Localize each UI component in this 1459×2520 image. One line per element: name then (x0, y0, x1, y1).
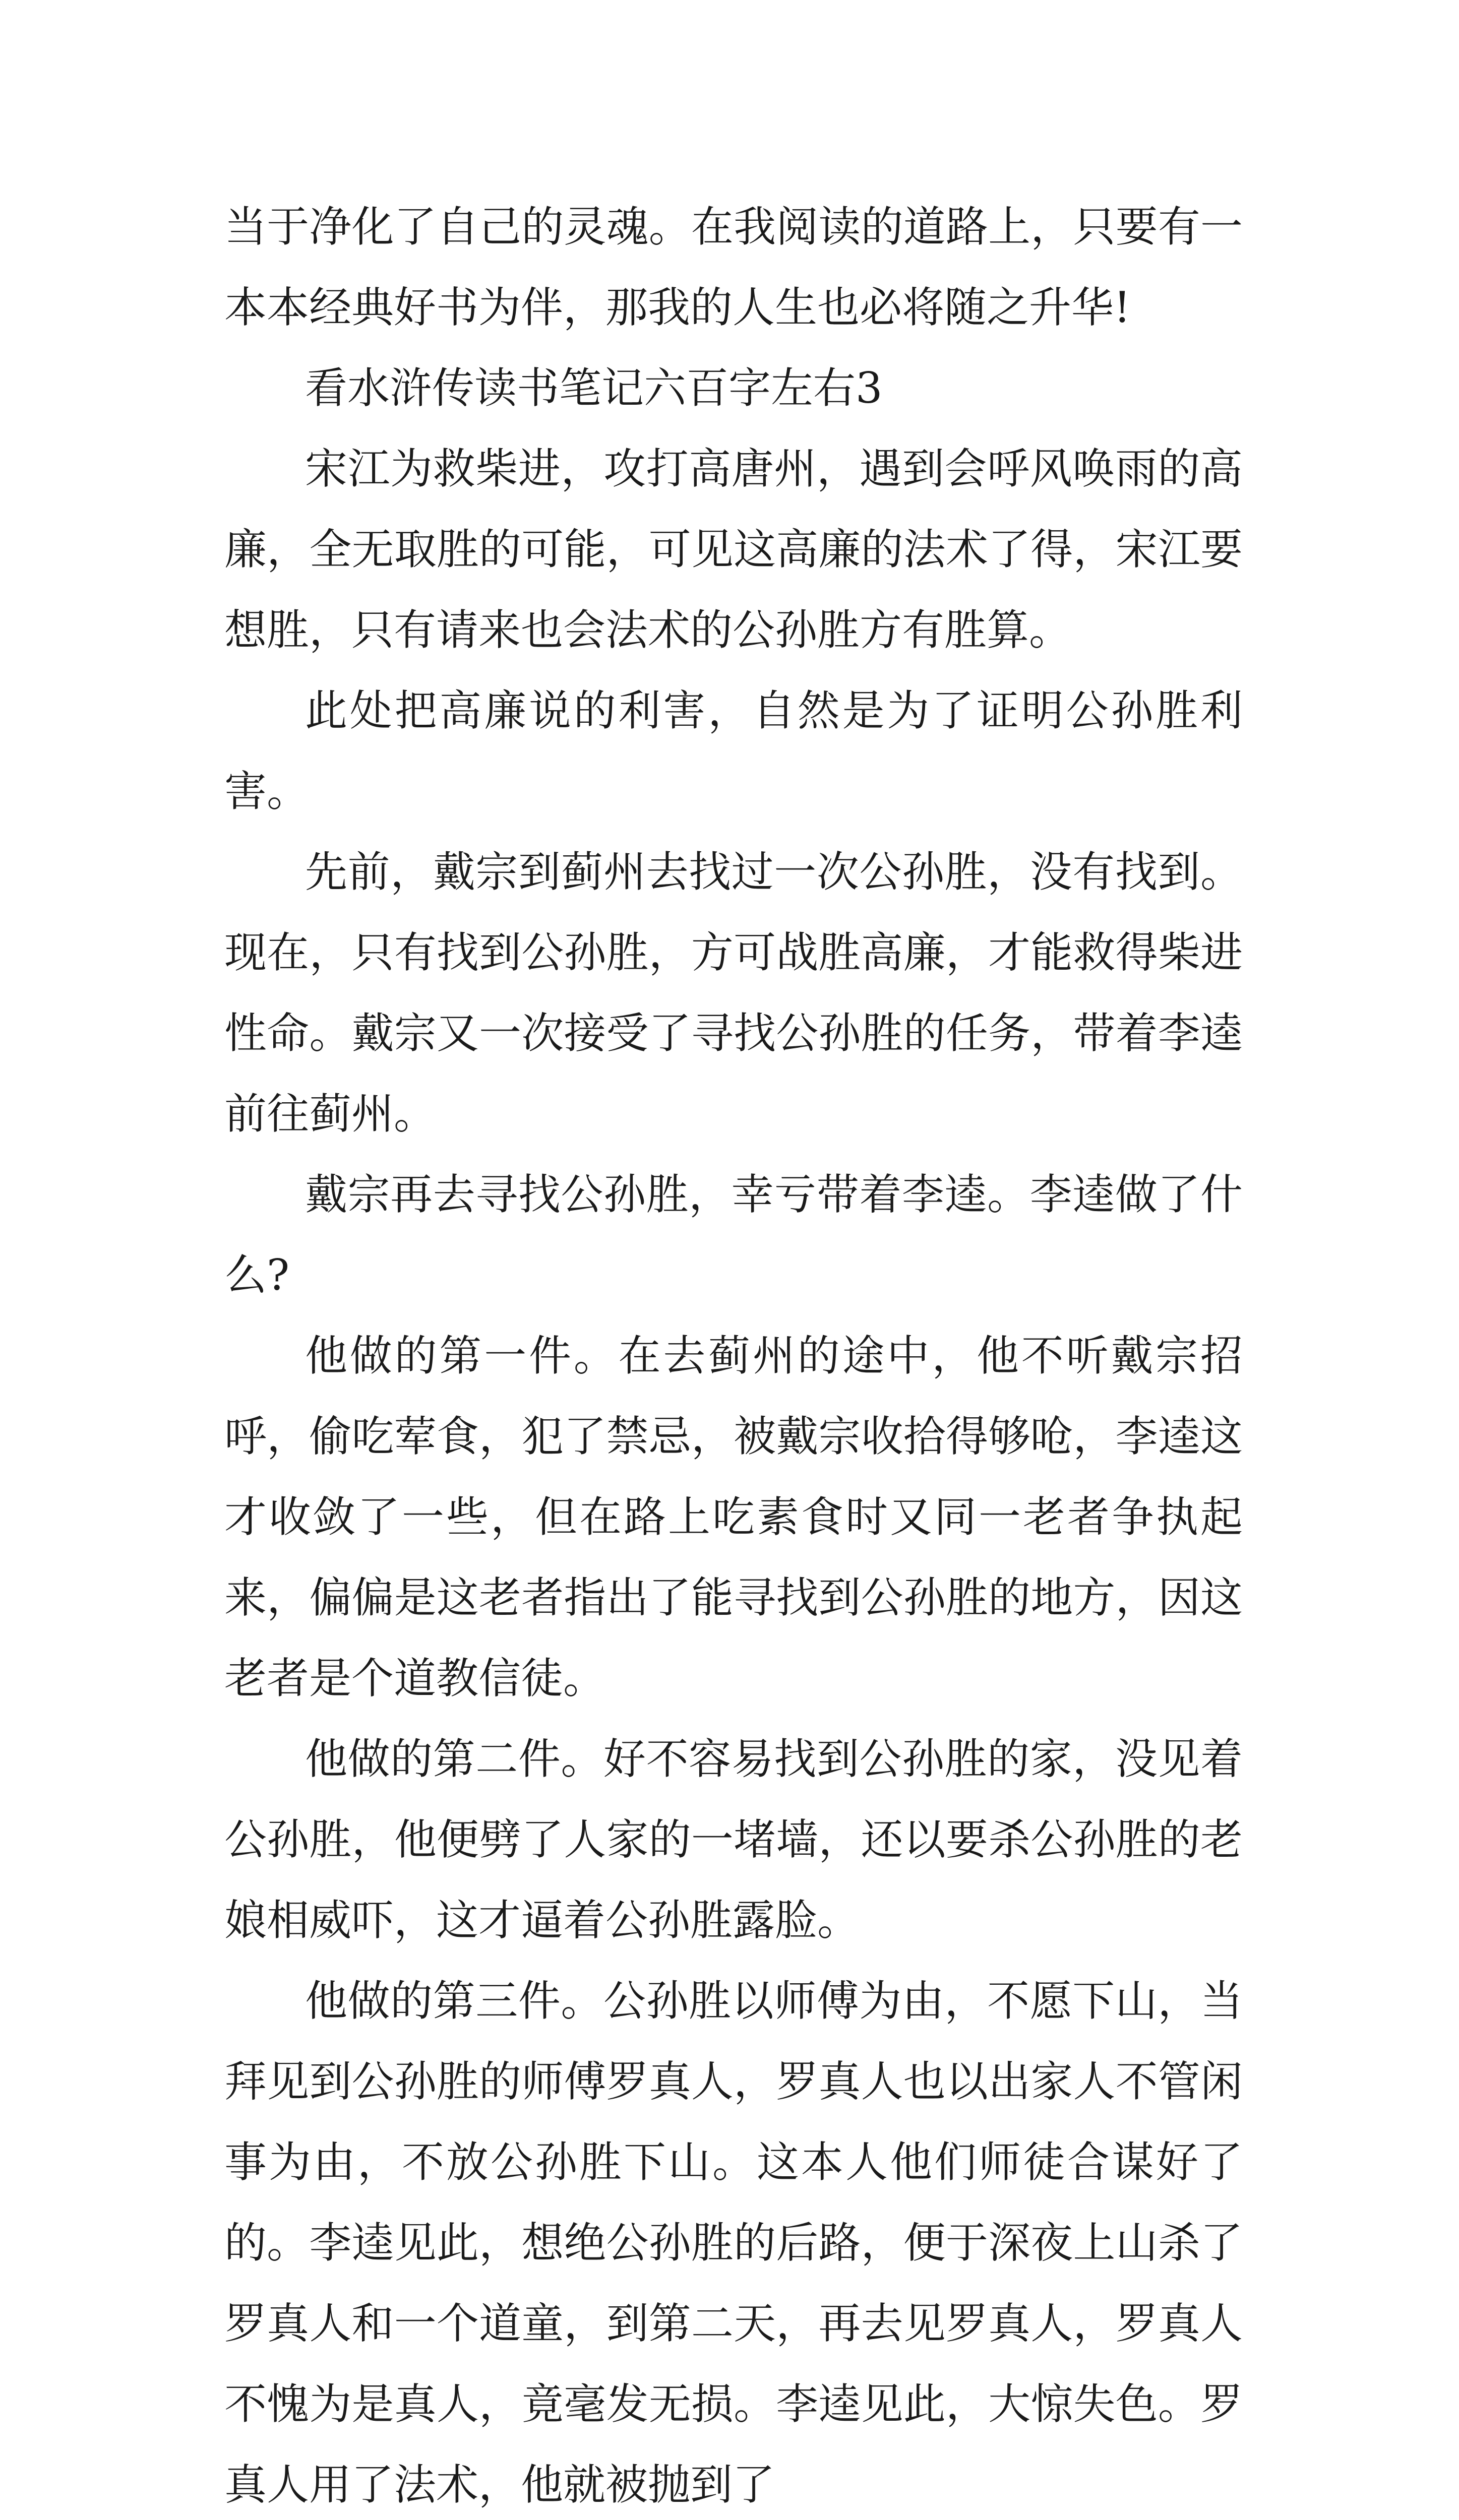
paragraph: 他做的第三件。公孙胜以师傅为由，不愿下山，当拜见到公孙胜的师傅罗真人，罗真人也以出家人不管闲事为由，不放公孙胜下山。这本人他们师徒合谋好了的。李逵见此，想绝公孙胜的后路，便于深夜上山杀了罗真人和一个道童，到第二天，再去见罗真人，罗真人不愧为是真人，竟毫发无损。李逵见此，大惊失色。罗真人用了法术，他就被抛到了 (224, 1976, 1243, 2509)
paragraph: 他做的第二件。好不容易找到公孙胜的家，没见着公孙胜，他便劈了人家的一堵墙，还以要杀公孙胜的老娘相威吓，这才逼着公孙胜露脸。 (224, 1734, 1243, 1945)
paragraph-continuation: 当于净化了自己的灵魂。在我阅读的道路上，只要有一本本经典好书为伴，那我的人生也必将随之升华! (224, 202, 1243, 332)
paragraph: 先前，戴宗到蓟州去找过一次公孙胜，没有找到。现在，只有找到公孙胜，方可战胜高廉，才能救得柴进性命。戴宗又一次接受了寻找公孙胜的任务，带着李逵前往蓟州。 (224, 847, 1243, 1139)
paragraph: 宋江为救柴进，攻打高唐州，遇到会呼风唤雨的高廉，全无取胜的可能，可见这高廉的法术了得，宋江要想胜，只有请来也会法术的公孙胜方有胜算。 (224, 444, 1243, 655)
paragraph: 他做的第一件。在去蓟州的途中，他不听戴宗招呼，偷吃荤食，犯了禁忌，被戴宗收拾得够呛，李逵这才收敛了一些，但在路上吃素食时又同一老者争执起来，偏偏是这老者指出了能寻找到公孙胜的地方，因这老者是个道教信徒。 (224, 1331, 1243, 1703)
paragraph: 戴宗再去寻找公孙胜，幸亏带着李逵。李逵做了什么? (224, 1170, 1243, 1300)
paragraph: 此处把高廉说的利害，自然是为了证明公孙胜利害。 (224, 686, 1243, 816)
body-text (224, 186, 1243, 2520)
section-heading: 看水浒传读书笔记六百字左右3 (305, 363, 883, 413)
